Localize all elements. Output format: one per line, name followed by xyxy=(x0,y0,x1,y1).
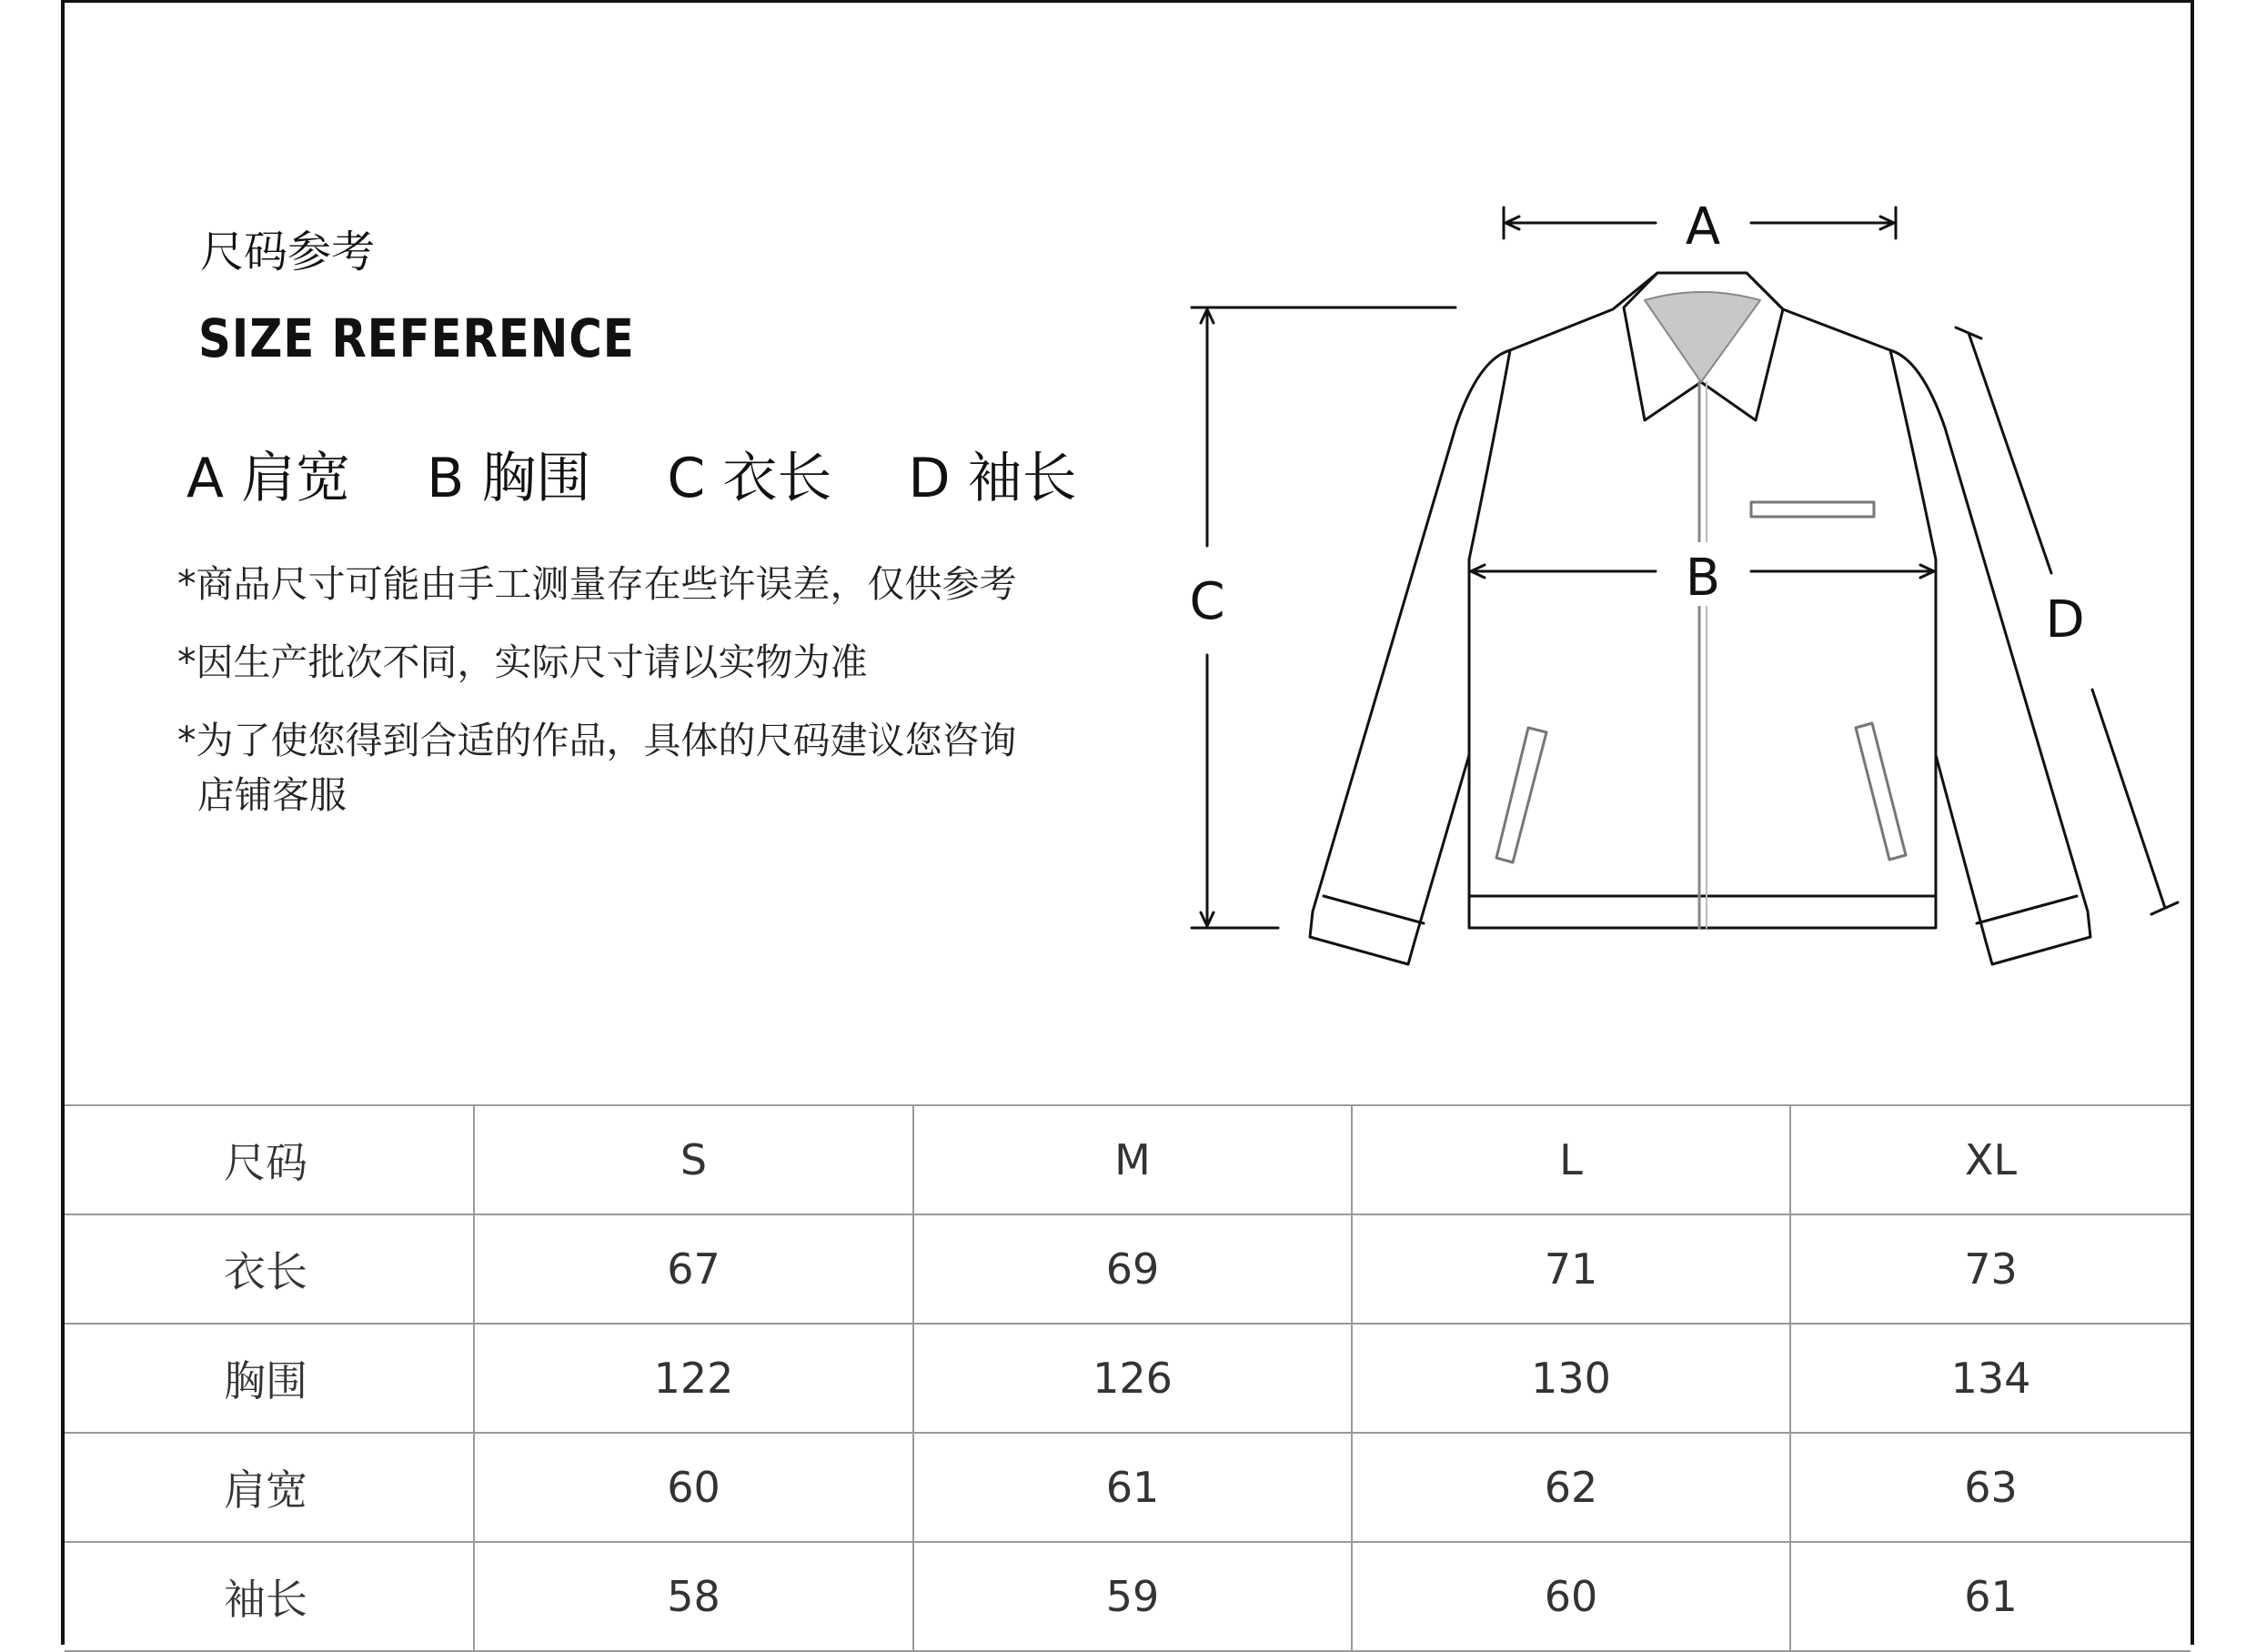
table-cell: 71 xyxy=(1352,1214,1790,1324)
legend-item-c: C 衣长 xyxy=(667,447,832,510)
legend-item-a: A 肩宽 xyxy=(186,447,351,510)
note-1: *商品尺寸可能由手工测量存在些许误差，仅供参考 xyxy=(177,562,1017,606)
jacket-diagram xyxy=(1164,173,2220,992)
table-header-cell: L xyxy=(1352,1105,1790,1214)
legend-item-b: B 胸围 xyxy=(427,447,591,510)
note-3-continued: 店铺客服 xyxy=(197,773,347,817)
note-2: *因生产批次不同，实际尺寸请以实物为准 xyxy=(177,640,868,684)
dimension-label-d: D xyxy=(2045,590,2085,650)
table-cell: 134 xyxy=(1790,1324,2191,1433)
table-cell: 58 xyxy=(474,1542,913,1651)
table-header-cell: 尺码 xyxy=(65,1105,474,1214)
table-cell: 胸围 xyxy=(65,1324,474,1433)
dimension-label-a: A xyxy=(1685,197,1721,257)
table-cell: 袖长 xyxy=(65,1542,474,1651)
table-row xyxy=(65,1214,2191,1324)
table-cell: 130 xyxy=(1352,1324,1790,1433)
table-cell: 60 xyxy=(474,1433,913,1542)
table-cell: 肩宽 xyxy=(65,1433,474,1542)
note-3: *为了使您得到合适的作品，具体的尺码建议您咨询 xyxy=(177,719,1017,762)
table-header-cell: M xyxy=(913,1105,1352,1214)
table-cell: 126 xyxy=(913,1324,1352,1433)
measurement-legend xyxy=(186,435,1153,513)
title-chinese: 尺码参考 xyxy=(200,227,376,277)
table-cell: 63 xyxy=(1790,1433,2191,1542)
dimension-label-b: B xyxy=(1685,549,1721,608)
table-cell: 59 xyxy=(913,1542,1352,1651)
table-cell: 61 xyxy=(913,1433,1352,1542)
table-row xyxy=(65,1542,2191,1651)
title-english: SIZE REFERENCE xyxy=(198,307,635,369)
dimension-label-c: C xyxy=(1189,572,1225,631)
table-cell: 61 xyxy=(1790,1542,2191,1651)
table-row xyxy=(65,1324,2191,1433)
table-cell: 衣长 xyxy=(65,1214,474,1324)
table-cell: 73 xyxy=(1790,1214,2191,1324)
table-header-cell: XL xyxy=(1790,1105,2191,1214)
table-header-row xyxy=(65,1105,2191,1214)
table-row xyxy=(65,1433,2191,1542)
table-cell: 60 xyxy=(1352,1542,1790,1651)
table-header-cell: S xyxy=(474,1105,913,1214)
table-cell: 62 xyxy=(1352,1433,1790,1542)
table-cell: 122 xyxy=(474,1324,913,1433)
table-cell: 67 xyxy=(474,1214,913,1324)
legend-item-d: D 袖长 xyxy=(908,447,1077,510)
notes xyxy=(177,557,1096,846)
table-cell: 69 xyxy=(913,1214,1352,1324)
size-table xyxy=(65,1104,2191,1652)
